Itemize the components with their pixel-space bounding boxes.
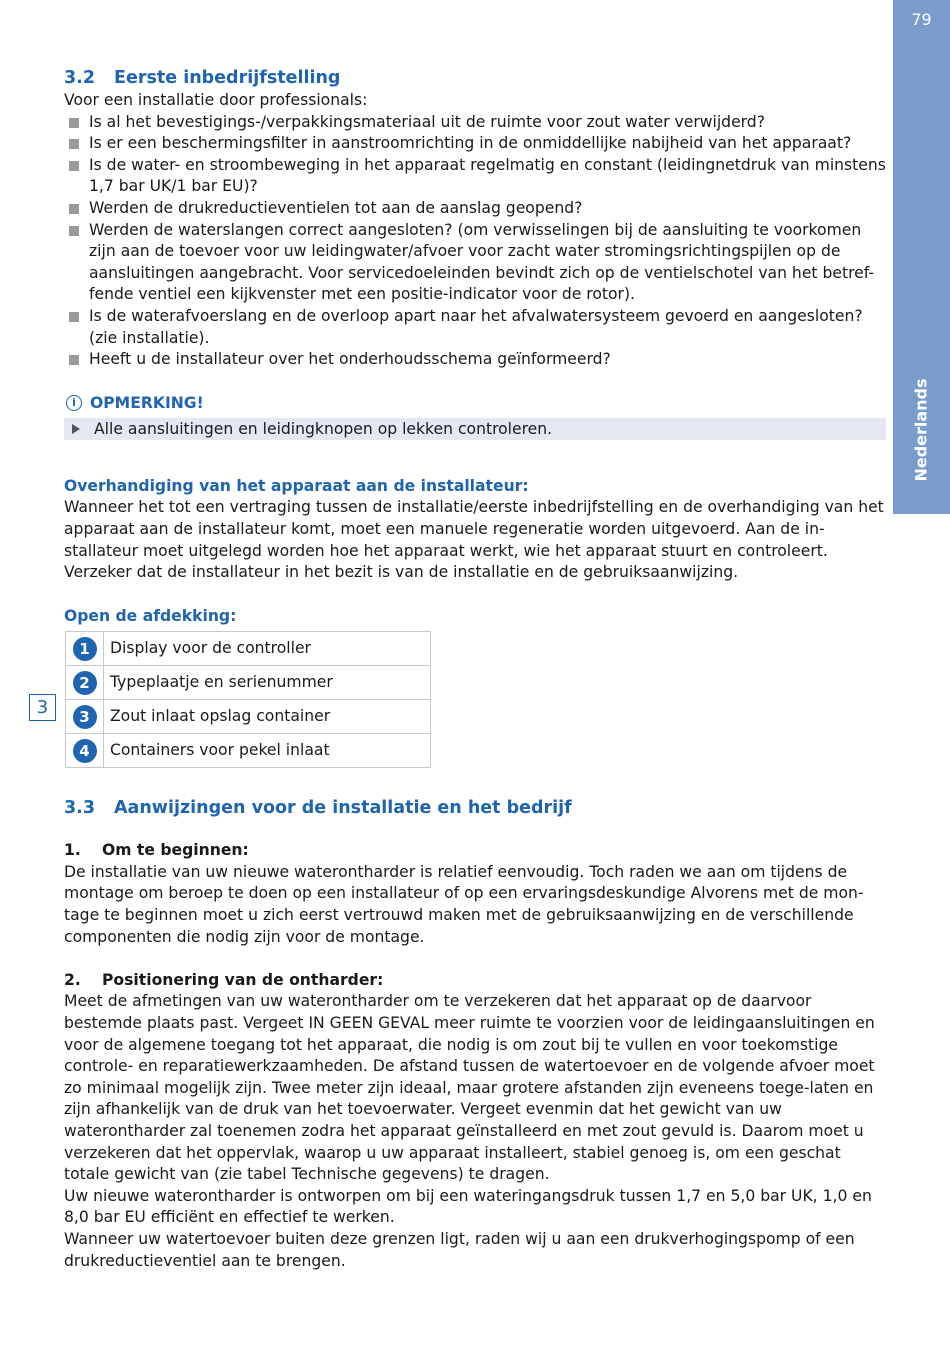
table-row bbox=[66, 734, 431, 768]
list-item: Is er een beschermingsfilter in aanstroomrichting in de onmiddellijke nabijheid van het apparaat? bbox=[64, 133, 886, 155]
subsection-1-heading: 1. Om te beginnen: bbox=[64, 841, 249, 860]
section-3-2-heading bbox=[64, 66, 886, 90]
subsection-2-paragraph: Uw nieuwe waterontharder is ontworpen om bij een wateringangsdruk tussen 1,7 en 5,0 bar UK, 1,0 en 8,0 bar EU efficiënt en effectief te werken. bbox=[64, 1186, 872, 1227]
section-title: Eerste inbedrijfstelling bbox=[114, 68, 341, 88]
page-number: 79 bbox=[911, 10, 932, 29]
number-badge: 3 bbox=[73, 705, 97, 729]
legend-label: Typeplaatje en serienummer bbox=[104, 666, 431, 700]
note-box bbox=[64, 418, 886, 440]
handover-heading: Overhandiging van het apparaat aan de installateur: bbox=[64, 476, 529, 495]
side-tab bbox=[893, 0, 950, 514]
square-bullet-icon bbox=[69, 139, 79, 149]
section-intro: Voor een installatie door professionals: bbox=[64, 91, 368, 109]
section-3-3-heading bbox=[64, 796, 886, 820]
number-badge: 2 bbox=[73, 671, 97, 695]
square-bullet-icon bbox=[69, 118, 79, 128]
section-number: 3.3 bbox=[64, 798, 96, 819]
square-bullet-icon bbox=[69, 226, 79, 236]
number-badge: 4 bbox=[73, 739, 97, 763]
subsection-1-text: De installatie van uw nieuwe waterontharder is relatief eenvoudig. Toch raden we aan om tijdens de montage om beroep te doen op een installateur of op een ervaringsdeskundige Alvorens met de mon-tage te beginnen moet u zich eerst vertrouwd maken met de gebruiksaanwijzing en de verschillende componenten die nodig zijn voor de montage. bbox=[64, 862, 864, 946]
legend-label: Containers voor pekel inlaat bbox=[104, 734, 431, 768]
legend-label: Display voor de controller bbox=[104, 632, 431, 666]
list-item: Werden de drukreductieventielen tot aan de aanslag geopend? bbox=[64, 198, 886, 220]
list-item: Heeft u de installateur over het onderhoudsschema geïnformeerd? bbox=[64, 349, 886, 371]
section-title: Aanwijzingen voor de installatie en het bedrijf bbox=[114, 798, 572, 819]
table-row bbox=[66, 666, 431, 700]
legend-table bbox=[65, 631, 431, 768]
subsection-2-paragraph: Meet de afmetingen van uw waterontharder om te verzekeren dat het apparaat op de daarvoor bestemde plaats past. Vergeet IN GEEN GEVAL meer ruimte te voorzien voor de leidingaansluitingen en voor de algemene toegang tot het apparaat, die nodig is om zout bij te vullen en voor toekomstige controle- en reparatiewerkzaamheden. De afstand tussen de watertoevoer en de volgende afvoer moet zo minimaal mogelijk zijn. Twee meter zijn ideaal, maar grotere afstanden zijn eveneens toege-laten en zijn afhankelijk van de druk van het toevoerwater. Vergeet evenmin dat het gewicht van uw waterontharder zal toenemen zodra het apparaat geïnstalleerd en met zout gevuld is. Daarom moet u verzekeren dat het oppervlak, waarop u uw apparaat installeert, stabiel genoeg is, om een geschat totale gewicht van (zie tabel Technische gegevens) te dragen. bbox=[64, 992, 875, 1184]
side-tab-language: Nederlands bbox=[911, 378, 931, 482]
list-item: Is de water- en stroombeweging in het apparaat regelmatig en constant (leidingnetdruk van minstens 1,7 bar UK/1 bar EU)? bbox=[64, 155, 886, 198]
info-icon: i bbox=[66, 395, 82, 411]
table-row bbox=[66, 700, 431, 734]
subsection-2-heading: 2. Positionering van de ontharder: bbox=[64, 970, 384, 989]
legend-label: Zout inlaat opslag container bbox=[104, 700, 431, 734]
list-item: Is al het bevestigings-/verpakkingsmateriaal uit de ruimte voor zout water verwijderd? bbox=[64, 112, 886, 134]
square-bullet-icon bbox=[69, 204, 79, 214]
table-row bbox=[66, 632, 431, 666]
page-content bbox=[64, 66, 886, 1272]
number-badge: 1 bbox=[73, 637, 97, 661]
square-bullet-icon bbox=[69, 355, 79, 365]
square-bullet-icon bbox=[69, 312, 79, 322]
list-item: Is de waterafvoerslang en de overloop apart naar het afvalwatersysteem gevoerd en aangesloten? (zie installatie). bbox=[64, 306, 886, 349]
triangle-right-icon bbox=[72, 424, 80, 434]
subsection-2-paragraph: Wanneer uw watertoevoer buiten deze grenzen ligt, raden wij u aan een drukverhogingspomp of een drukreductieventiel aan te brengen. bbox=[64, 1229, 855, 1270]
open-cover-heading: Open de afdekking: bbox=[64, 606, 237, 625]
figure-reference: 3 bbox=[29, 694, 56, 721]
list-item: Werden de waterslangen correct aangesloten? (om verwisselingen bij de aansluiting te voorkomen zijn aan de toevoer voor uw leidingwater/afvoer voor zacht water stromingsrichtingspijlen op de aansluitingen aangebracht. Voor servicedoeleinden bevindt zich op de ventielschotel van het betref-fende ventiel een kijkvenster met een positie-indicator voor de rotor). bbox=[64, 220, 886, 306]
handover-text: Wanneer het tot een vertraging tussen de installatie/eerste inbedrijfstelling en de overhandiging van het apparaat aan de installateur komt, moet een manuele regeneratie worden uitgevoerd. Aan de in-stallateur moet uitgelegd worden hoe het apparaat werkt, wie het apparaat stuurt en controleert. Verzeker dat de installateur in het bezit is van de installatie en de gebruiksaanwijzing. bbox=[64, 498, 884, 582]
checklist bbox=[64, 112, 886, 371]
square-bullet-icon bbox=[69, 161, 79, 171]
note-heading bbox=[64, 392, 886, 414]
section-number: 3.2 bbox=[64, 68, 96, 88]
note-title: OPMERKING! bbox=[90, 393, 204, 412]
note-text: Alle aansluitingen en leidingknopen op lekken controleren. bbox=[94, 419, 553, 438]
